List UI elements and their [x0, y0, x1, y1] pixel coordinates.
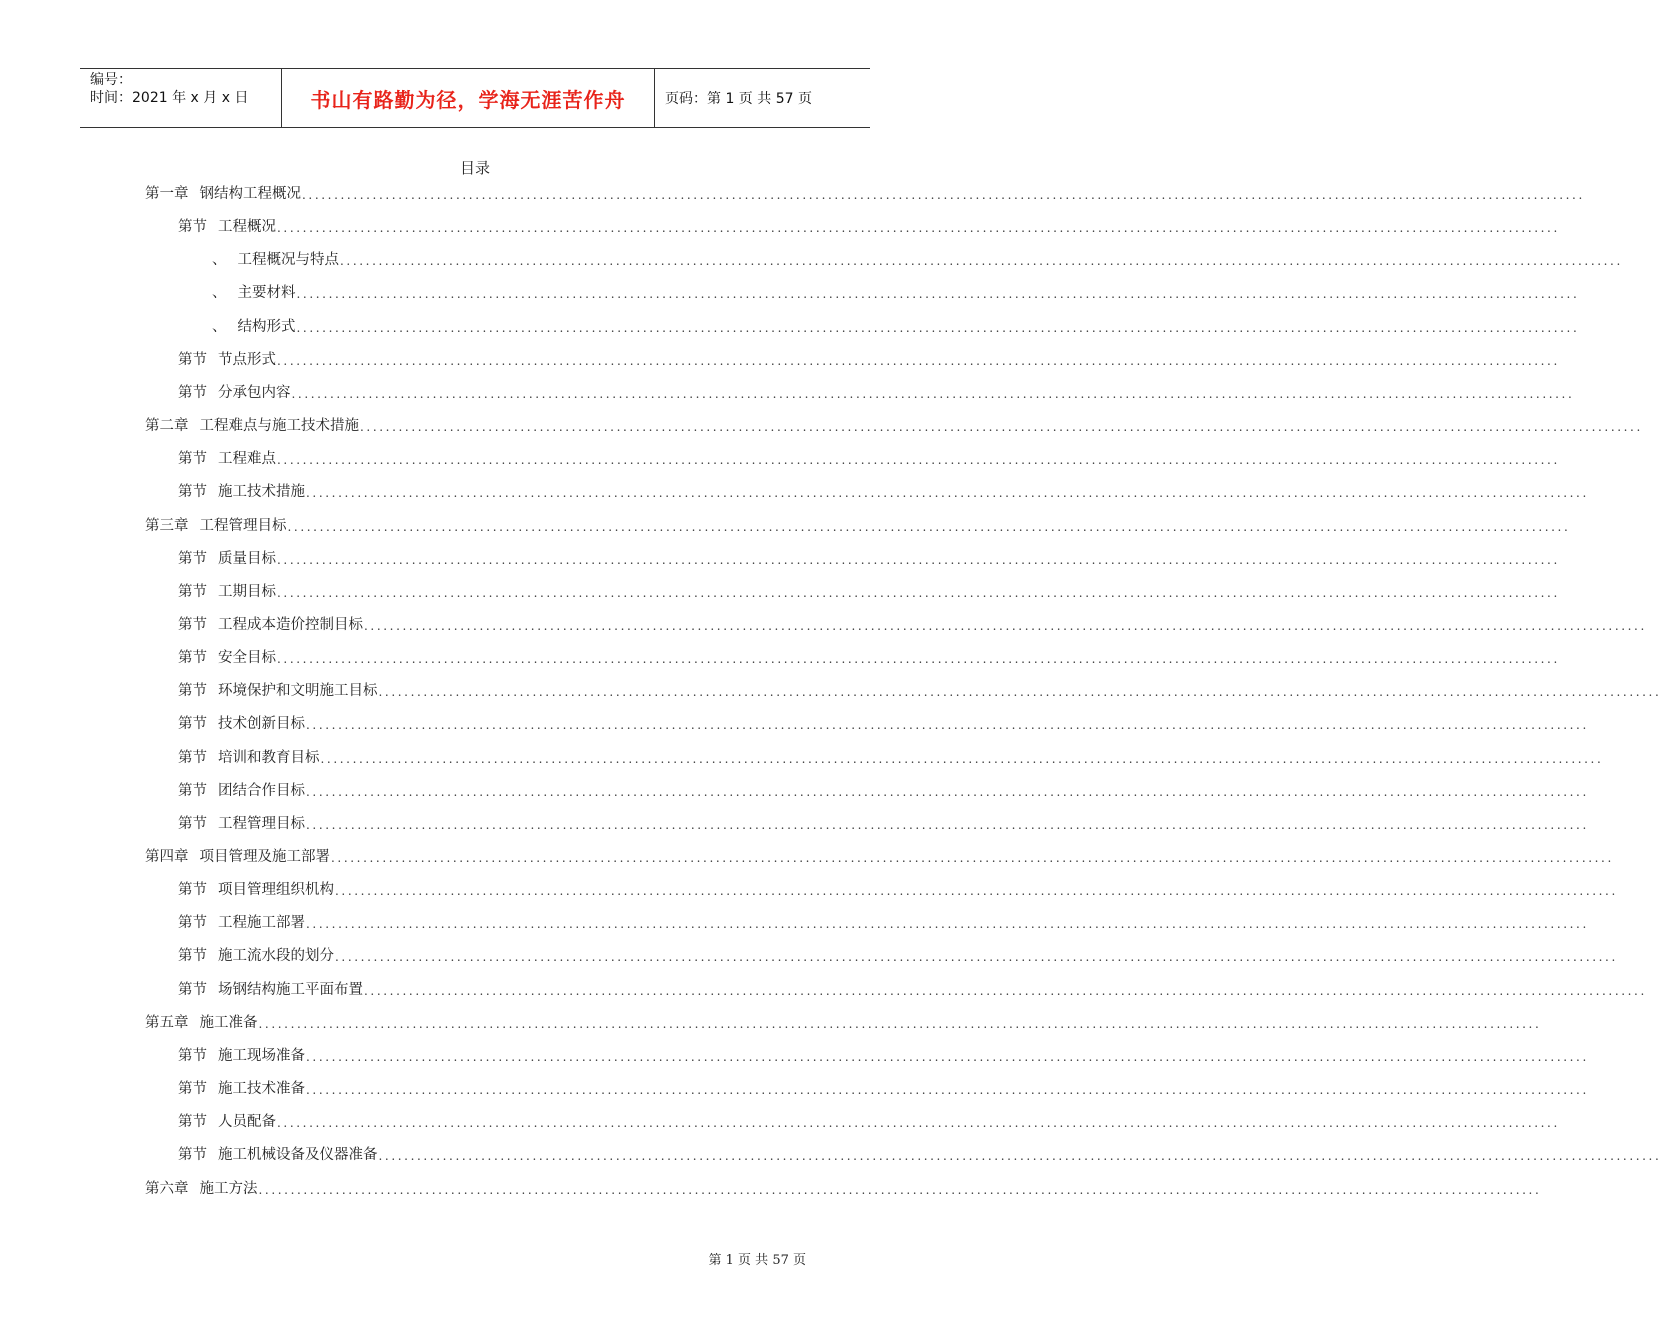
toc-entry-text: 项目管理及施工部署 [199, 849, 330, 865]
header-meta [80, 69, 282, 127]
toc-entry-prefix: 第五章 [145, 1014, 189, 1031]
toc-entry-text: 场钢结构施工平面布置 [218, 981, 363, 998]
toc-leader-dots: ........................................................................................................................................................................................................ [306, 784, 1589, 799]
toc-entry-text: 分承包内容 [218, 384, 291, 401]
toc-entry-prefix: 第节 [178, 981, 207, 998]
toc-entry-prefix: 第节 [178, 219, 207, 236]
toc-leader-dots: ........................................................................................................................................................................................................ [364, 983, 1647, 998]
toc-entry[interactable] [178, 579, 1560, 601]
toc-entry-prefix: 第节 [178, 484, 207, 501]
toc-entry[interactable] [178, 380, 1575, 402]
toc-entry-prefix: 第节 [178, 815, 207, 832]
toc-entry[interactable] [178, 943, 1618, 965]
toc-entry-text: 工程管理目标 [218, 815, 305, 832]
toc-entry-text: 安全目标 [218, 650, 276, 667]
toc-leader-dots: ........................................................................................................................................................................................................ [378, 1149, 1661, 1164]
toc-entry-text: 施工方法 [199, 1180, 258, 1197]
toc-entry-prefix: 第节 [178, 716, 207, 733]
toc-leader-dots: ........................................................................................................................................................................................................ [287, 519, 1571, 534]
toc-entry-prefix: 、 [212, 285, 227, 302]
toc-leader-dots: ........................................................................................................................................................................................................ [258, 1016, 1542, 1031]
toc-entry-prefix: 第节 [178, 948, 207, 965]
toc-entry-prefix: 第节 [178, 749, 207, 766]
toc-entry-text: 人员配备 [218, 1114, 276, 1131]
toc-entry[interactable] [178, 645, 1560, 667]
toc-entry[interactable] [178, 546, 1560, 568]
toc-entry[interactable] [145, 844, 1614, 866]
toc-entry-prefix: 、 [212, 252, 227, 269]
toc-entry-text: 结构形式 [237, 318, 296, 335]
toc-entry-prefix: 第节 [178, 882, 207, 899]
toc-leader-dots: ........................................................................................................................................................................................................ [277, 652, 1560, 667]
toc-leader-dots: ........................................................................................................................................................................................................ [340, 254, 1623, 269]
toc-entry-text: 环境保护和文明施工目标 [218, 683, 378, 700]
toc-entry-text: 工期目标 [218, 583, 276, 600]
toc-entry[interactable] [178, 745, 1604, 767]
toc-entry[interactable] [178, 612, 1647, 634]
toc-leader-dots: ........................................................................................................................................................................................................ [306, 817, 1589, 832]
toc-leader-dots: ........................................................................................................................................................................................................ [306, 1049, 1589, 1064]
toc-entry-prefix: 第节 [178, 650, 207, 667]
toc-entry-text: 工程成本造价控制目标 [218, 616, 363, 633]
toc-entry-prefix: 第节 [178, 550, 207, 567]
toc-entry-text: 工程管理目标 [199, 517, 287, 534]
toc-entry-text: 工程难点 [218, 451, 276, 468]
toc-entry-text: 施工现场准备 [218, 1047, 305, 1064]
toc-entry[interactable] [145, 181, 1585, 203]
document-number-label: 编号： [90, 72, 132, 88]
toc-entry[interactable] [178, 347, 1560, 369]
toc-entry[interactable] [178, 446, 1560, 468]
toc-entry[interactable] [212, 314, 1580, 336]
toc-title: 目录 [459, 159, 490, 177]
toc-leader-dots: ........................................................................................................................................................................................................ [291, 386, 1575, 401]
toc-leader-dots: ........................................................................................................................................................................................................ [320, 751, 1604, 766]
toc-leader-dots: ........................................................................................................................................................................................................ [306, 718, 1589, 733]
toc-entry-prefix: 第六章 [145, 1180, 189, 1197]
toc-entry-text: 技术创新目标 [218, 716, 305, 733]
toc-leader-dots: ........................................................................................................................................................................................................ [331, 851, 1614, 865]
document-date-label: 时间：2021 年 x 月 x 日 [90, 90, 249, 106]
toc-entry[interactable] [212, 280, 1580, 302]
toc-entry-prefix: 、 [212, 318, 227, 335]
toc-entry-text: 主要材料 [237, 285, 296, 302]
toc-entry-text: 工程概况 [218, 219, 276, 236]
toc-leader-dots: ........................................................................................................................................................................................................ [258, 1182, 1542, 1197]
header-motto: 书山有路勤为径，学海无涯苦作舟 [282, 69, 655, 127]
page-footer: 第 1 页 共 57 页 [708, 1253, 806, 1268]
toc-entry-prefix: 第三章 [145, 517, 189, 534]
toc-entry-prefix: 第节 [178, 583, 207, 600]
toc-leader-dots: ........................................................................................................................................................................................................ [277, 585, 1560, 600]
toc-leader-dots: ........................................................................................................................................................................................................ [277, 453, 1560, 468]
toc-entry[interactable] [145, 1010, 1542, 1032]
toc-leader-dots: ........................................................................................................................................................................................................ [296, 287, 1580, 302]
toc-entry-prefix: 第节 [178, 1047, 207, 1064]
toc-entry-text: 工程概况与特点 [237, 252, 339, 269]
toc-entry[interactable] [178, 1109, 1560, 1131]
toc-entry-prefix: 第节 [178, 1114, 207, 1131]
toc-entry-prefix: 第节 [178, 915, 207, 932]
toc-entry-prefix: 第二章 [145, 418, 189, 435]
toc-entry-text: 工程施工部署 [218, 915, 305, 932]
toc-leader-dots: ........................................................................................................................................................................................................ [364, 618, 1647, 633]
toc-entry-prefix: 第节 [178, 451, 207, 468]
toc-leader-dots: ........................................................................................................................................................................................................ [277, 552, 1560, 567]
toc-entry[interactable] [178, 877, 1618, 899]
toc-entry[interactable] [178, 977, 1647, 999]
toc-entry[interactable] [178, 1043, 1589, 1065]
toc-entry-prefix: 第节 [178, 384, 207, 401]
toc-leader-dots: ........................................................................................................................................................................................................ [378, 685, 1661, 700]
toc-leader-dots: ........................................................................................................................................................................................................ [335, 950, 1618, 965]
toc-entry-text: 施工机械设备及仪器准备 [218, 1147, 378, 1164]
toc-entry[interactable] [178, 910, 1589, 932]
toc-entry[interactable] [178, 214, 1560, 236]
toc-entry-text: 工程难点与施工技术措施 [199, 418, 359, 435]
toc-entry[interactable] [145, 413, 1643, 435]
toc-entry[interactable] [178, 1142, 1661, 1164]
toc-leader-dots: ........................................................................................................................................................................................................ [277, 353, 1560, 368]
page-header [80, 68, 870, 128]
toc-entry-text: 培训和教育目标 [218, 749, 320, 766]
toc-entry-prefix: 第节 [178, 616, 207, 633]
toc-entry-text: 节点形式 [218, 351, 276, 368]
toc-entry[interactable] [178, 811, 1589, 833]
toc-entry[interactable] [178, 678, 1661, 700]
toc-entry-prefix: 第节 [178, 1147, 207, 1164]
toc-entry[interactable] [178, 479, 1589, 501]
header-page-number: 页码：第 1 页 共 57 页 [665, 91, 812, 107]
toc-entry-prefix: 第四章 [145, 849, 189, 865]
toc-entry[interactable] [178, 778, 1589, 800]
toc-entry-prefix: 第节 [178, 1081, 207, 1098]
toc-entry-text: 施工技术措施 [218, 484, 305, 501]
toc-entry[interactable] [212, 247, 1623, 269]
toc-entry-text: 施工流水段的划分 [218, 948, 334, 965]
toc-entry[interactable] [178, 711, 1589, 733]
toc-entry[interactable] [145, 1176, 1542, 1198]
toc-entry-text: 质量目标 [218, 550, 276, 567]
toc-entry-prefix: 第一章 [145, 186, 189, 202]
toc-leader-dots: ........................................................................................................................................................................................................ [306, 1083, 1589, 1098]
toc-entry-text: 施工技术准备 [218, 1081, 305, 1098]
toc-leader-dots: ........................................................................................................................................................................................................ [306, 486, 1589, 501]
toc-entry-text: 施工准备 [199, 1014, 258, 1031]
toc-entry-prefix: 第节 [178, 683, 207, 700]
toc-entry-prefix: 第节 [178, 351, 207, 368]
toc-entry[interactable] [145, 513, 1571, 535]
toc-leader-dots: ........................................................................................................................................................................................................ [335, 884, 1618, 899]
toc-leader-dots: ........................................................................................................................................................................................................ [296, 320, 1580, 335]
toc-leader-dots: ........................................................................................................................................................................................................ [360, 420, 1643, 435]
toc-leader-dots: ........................................................................................................................................................................................................ [277, 221, 1560, 236]
toc-entry-text: 项目管理组织机构 [218, 882, 334, 899]
toc-entry-text: 团结合作目标 [218, 782, 305, 799]
toc-entry-text: 钢结构工程概况 [199, 186, 301, 202]
toc-leader-dots: ........................................................................................................................................................................................................ [306, 917, 1589, 932]
toc-entry-prefix: 第节 [178, 782, 207, 799]
toc-leader-dots: ........................................................................................................................................................................................................ [277, 1116, 1560, 1131]
toc-entry[interactable] [178, 1076, 1589, 1098]
toc-leader-dots: ........................................................................................................................................................................................................ [302, 188, 1585, 202]
